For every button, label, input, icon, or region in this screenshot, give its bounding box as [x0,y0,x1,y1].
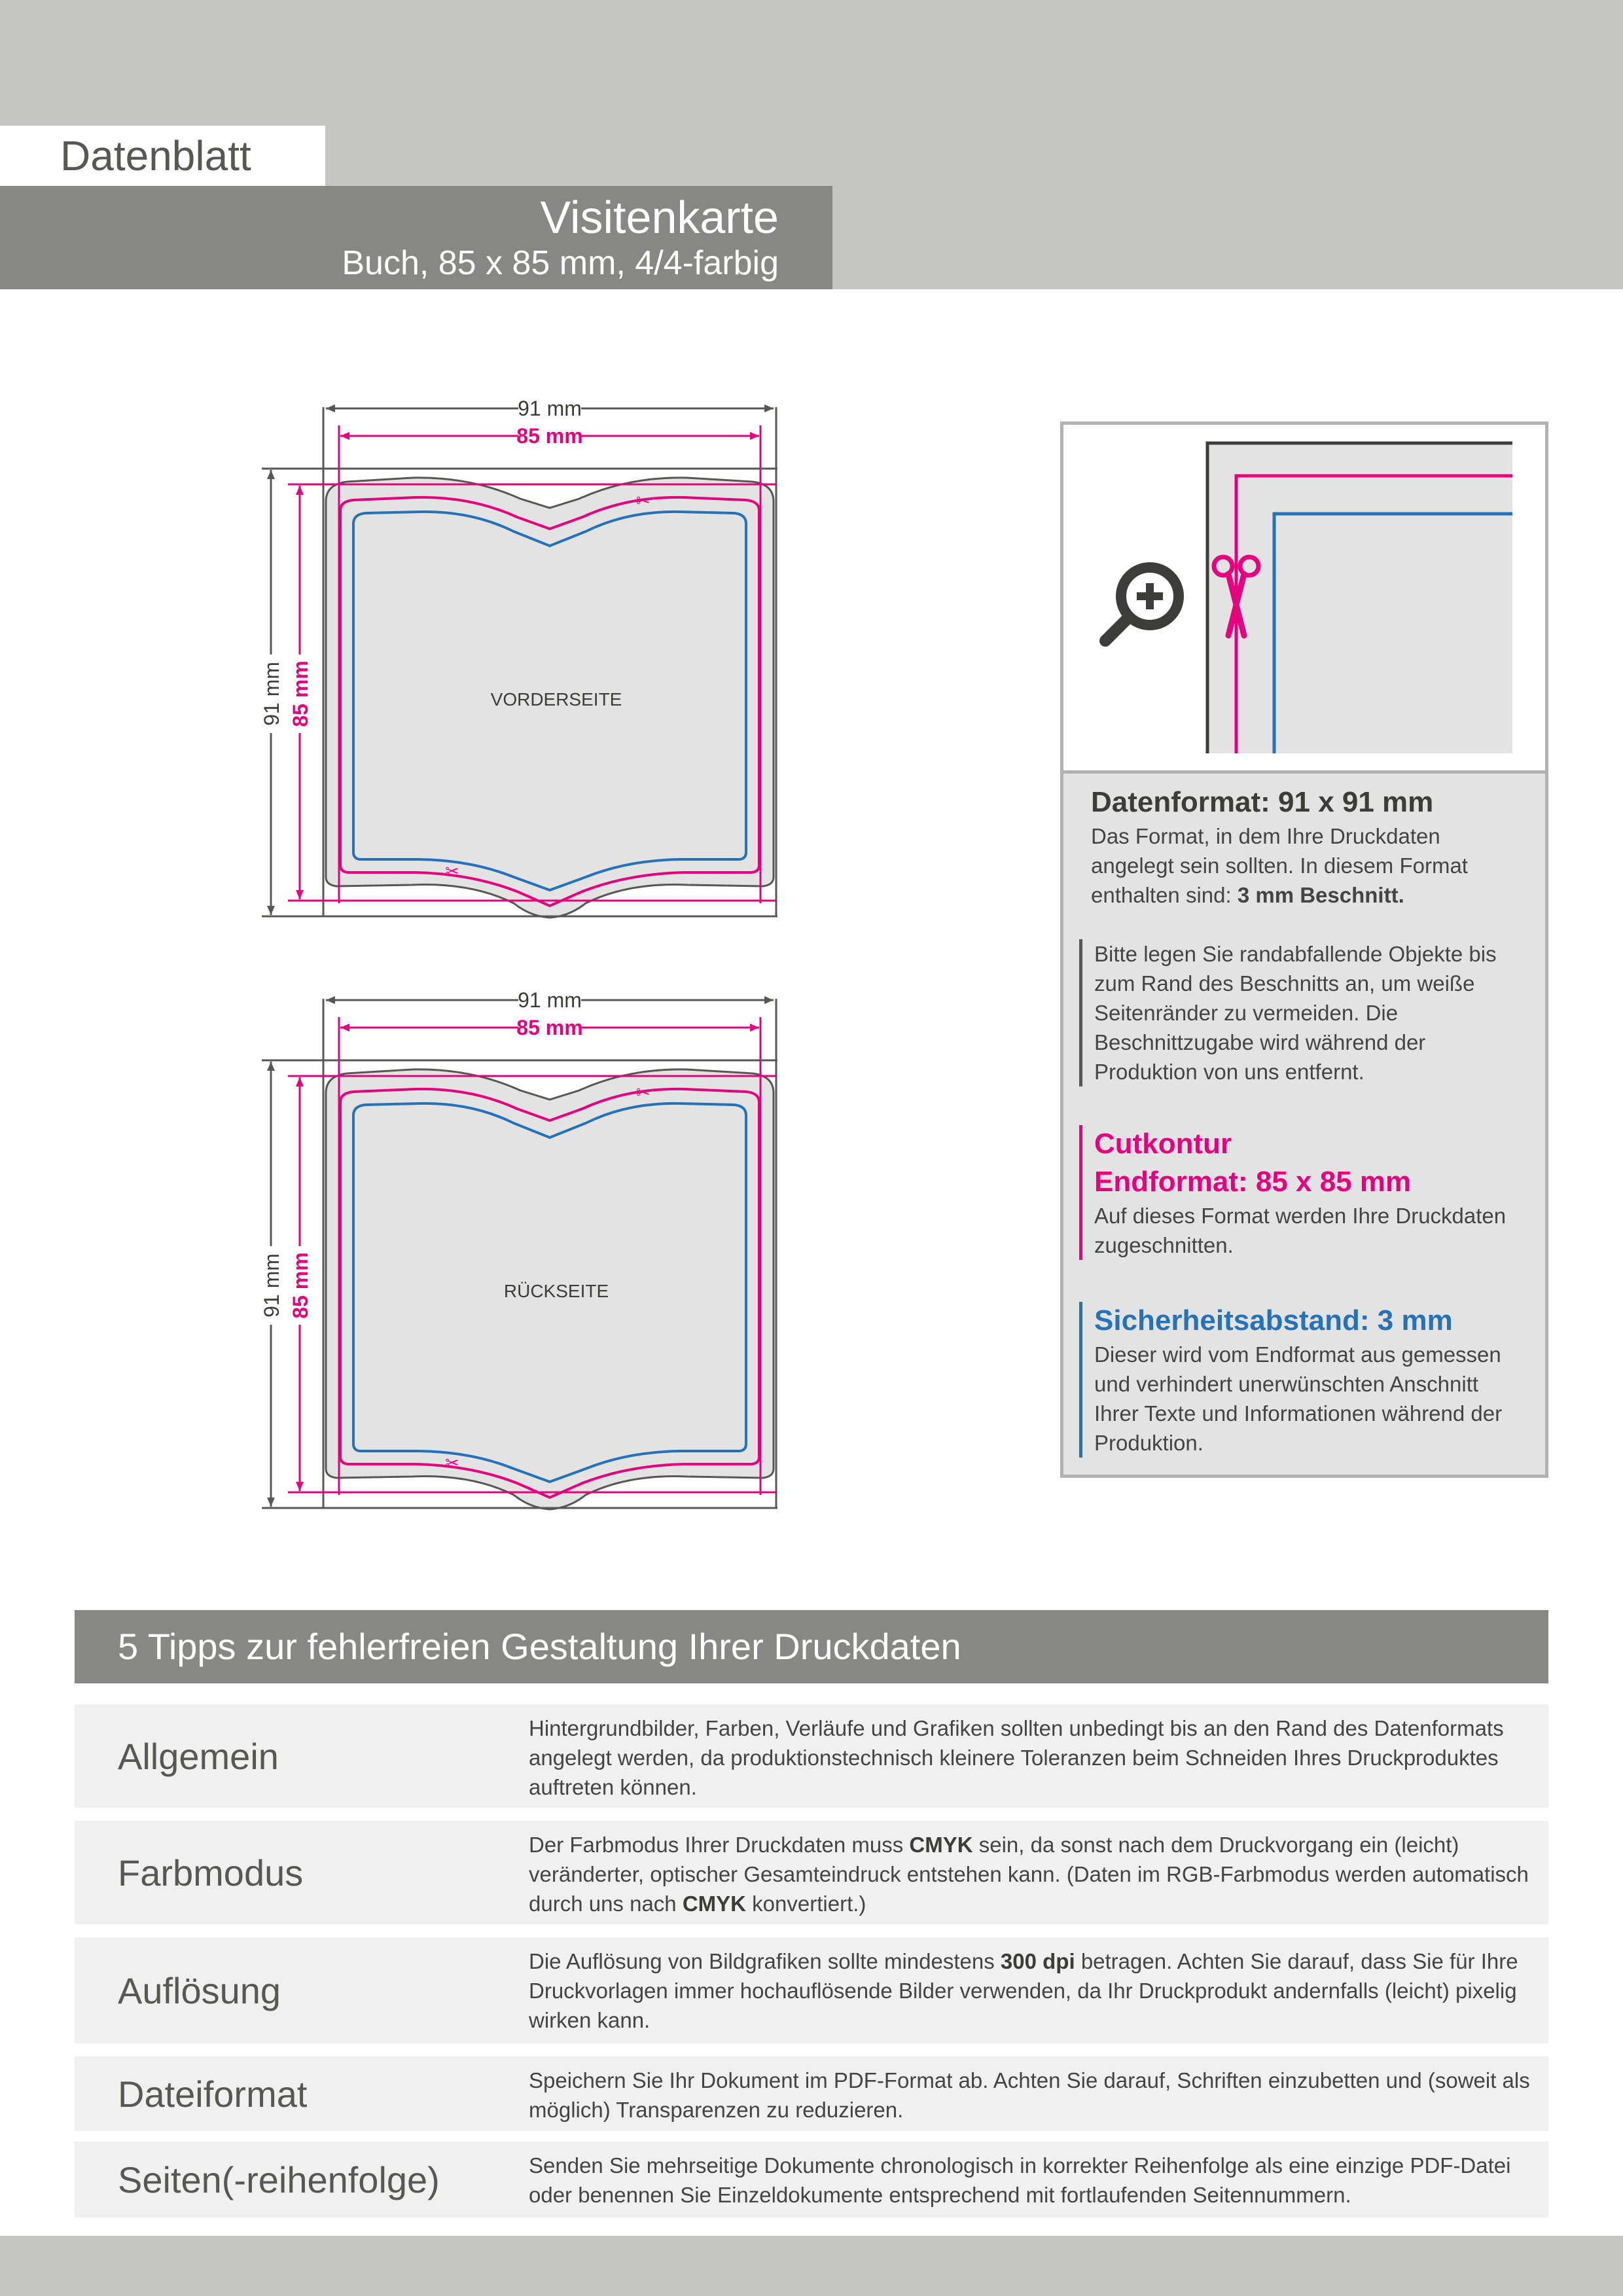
back-diagram-svg [249,984,812,1521]
cut-text: Auf dieses Format werden Ihre Druckdaten zugeschnitten. [1094,1204,1507,1257]
tips-header: 5 Tipps zur fehlerfreien Gestaltung Ihrer Druckdaten [75,1610,1548,1683]
tip-row-dateiformat [75,2056,1548,2131]
page-title: Visitenkarte [540,192,779,243]
dim-inner-height: 85 mm [289,1252,312,1319]
tip-text: Der Farbmodus Ihrer Druckdaten muss CMYK sein, da sonst nach dem Druckvorgang ein (leicht) veränderter, optischer Gesamteindruck entstehen kann. (Daten im RGB-Farbmodus werden automatisch durch uns nach CMYK konvertiert.) [529,1833,1529,1916]
bottom-band [0,2236,1623,2296]
tip-name: Auflösung [118,1969,281,2011]
safety-info [1079,1302,1526,1458]
cut-format-title: Endformat: 85 x 85 mm [1094,1166,1412,1198]
zoom-detail [1063,425,1545,774]
safety-title: Sicherheitsabstand: 3 mm [1094,1304,1453,1336]
safety-text: Dieser wird vom Endformat aus gemessen und verhindert unerwünschten Anschnitt Ihrer Texte und Informationen während der Produktion. [1094,1342,1503,1455]
format-text: Das Format, in dem Ihre Druckdaten angelegt sein sollten. In diesem Format enthalten sind: 3 mm Beschnitt. [1091,824,1468,907]
tip-text: Senden Sie mehrseitige Dokumente chronologisch in korrekter Reihenfolge als eine einzige PDF-Datei oder benennen Sie Einzeldokumente entsprechend mit fortlaufenden Seitennummern. [529,2153,1511,2207]
front-label: VORDERSEITE [490,689,622,709]
doc-label: Datenblatt [0,126,325,186]
tip-text: Hintergrundbilder, Farben, Verläufe und Grafiken sollten unbedingt bis an den Rand des Datenformats angelegt werden, da produktionstechnisch kleinere Toleranzen beim Schneiden Ihres Druckproduktes auftreten können. [529,1716,1504,1799]
format-title: Datenformat: 91 x 91 mm [1091,786,1434,818]
scissors-icon-bottom: ✂ [445,861,459,881]
tip-name: Allgemein [118,1735,279,1777]
dim-outer-width: 91 mm [518,397,582,420]
back-label: RÜCKSEITE [503,1281,609,1301]
scissors-icon-top: ✂ [636,1083,651,1102]
dim-outer-width: 91 mm [518,988,582,1012]
tip-text: Speichern Sie Ihr Dokument im PDF-Format ab. Achten Sie darauf, Schriften einzubetten und (soweit als möglich) Transparenzen zu reduzieren. [529,2068,1530,2122]
tip-row-seiten [75,2142,1548,2217]
tip-name: Dateiformat [118,2073,308,2115]
magnifier-plus-icon [1105,567,1179,641]
dim-outer-height: 91 mm [260,1253,283,1318]
front-diagram [249,393,812,929]
tip-name: Seiten(-reihenfolge) [118,2159,440,2200]
tip-row-farbmodus [75,1821,1548,1924]
title-box [0,186,832,289]
tip-row-aufloesung [75,1937,1548,2043]
back-diagram [249,984,812,1521]
bleed-text: Bitte legen Sie randabfallende Objekte bis zum Rand des Beschnitts an, um weiße Seitenränder zu vermeiden. Die Beschnittzugabe wird während der Produktion von uns entfernt. [1094,942,1497,1084]
zoom-detail-svg [1063,425,1545,770]
dim-inner-height: 85 mm [289,660,312,727]
scissors-icon-bottom: ✂ [445,1453,459,1473]
front-diagram-svg [249,393,812,929]
cut-title: Cutkontur [1094,1128,1232,1160]
dim-inner-width: 85 mm [516,1016,583,1039]
bleed-info [1079,939,1526,1086]
tip-row-allgemein [75,1704,1548,1808]
page-subtitle: Buch, 85 x 85 mm, 4/4-farbig [342,244,779,282]
dim-inner-width: 85 mm [516,424,583,448]
tip-text: Die Auflösung von Bildgrafiken sollte mindestens 300 dpi betragen. Achten Sie darauf, dass Sie für Ihre Druckvorlagen immer hochauflösende Bilder verwenden, da Ihr Druckprodukt andernfalls (leicht) pixelig wirken kann. [529,1949,1518,2032]
dim-outer-height: 91 mm [260,662,283,726]
tip-name: Farbmodus [118,1852,304,1893]
scissors-icon-top: ✂ [636,491,651,511]
cut-info [1079,1125,1526,1260]
info-panel [1060,422,1548,1478]
format-info [1091,783,1523,910]
